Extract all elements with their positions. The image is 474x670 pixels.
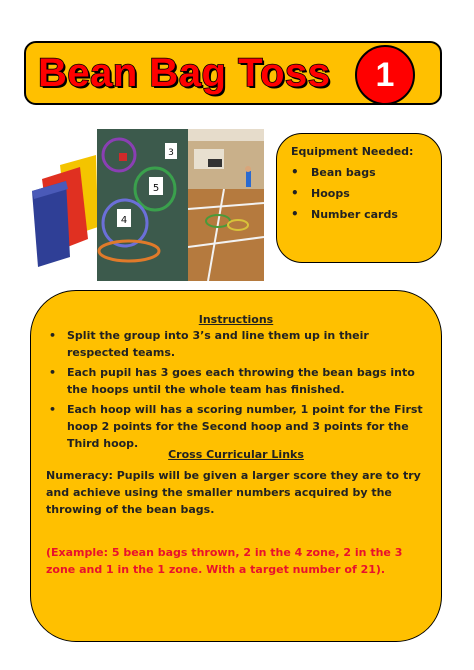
hoop-card-number: 4 — [120, 215, 128, 226]
instruction-item: • Each pupil has 3 goes each throwing the bean bags into the hoops until the whole team has finished. — [45, 364, 425, 398]
bean-bags-photo — [30, 129, 98, 281]
instructions-heading: Instructions — [198, 313, 274, 326]
equipment-list — [291, 166, 429, 229]
equipment-panel — [276, 133, 442, 263]
sports-hall-photo — [188, 129, 264, 281]
page-title: Bean Bag Toss — [38, 51, 331, 95]
equipment-heading: Equipment Needed: — [291, 145, 414, 158]
numeracy-text: Numeracy: Pupils will be given a larger score they are to try and achieve using the smaller numbers acquired by the throwing of the bean bags. — [46, 469, 421, 516]
instructions-list — [45, 327, 425, 455]
equipment-item-bean-bags: • Bean bags — [291, 166, 429, 187]
cross-curricular-heading: Cross Curricular Links — [168, 448, 304, 461]
instruction-item: • Split the group into 3’s and line them up in their respected teams. — [45, 327, 425, 361]
hoop-card-number: 5 — [152, 183, 160, 194]
equipment-item-hoops: • Hoops — [291, 187, 429, 208]
hoops-photo — [97, 129, 188, 281]
equipment-item-number-cards: • Number cards — [291, 208, 429, 229]
example-text: (Example: 5 bean bags thrown, 2 in the 4 zone, 2 in the 3 zone and 1 in the 1 zone. With a target number of 21). — [46, 546, 403, 576]
instructions-panel — [30, 290, 442, 642]
activity-number-badge: 1 — [355, 45, 415, 105]
hoop-card-number: 3 — [168, 148, 174, 158]
instruction-item: • Each hoop will has a scoring number, 1 point for the First hoop 2 points for the Second hoop and 3 points for the Third hoop. — [45, 401, 425, 452]
